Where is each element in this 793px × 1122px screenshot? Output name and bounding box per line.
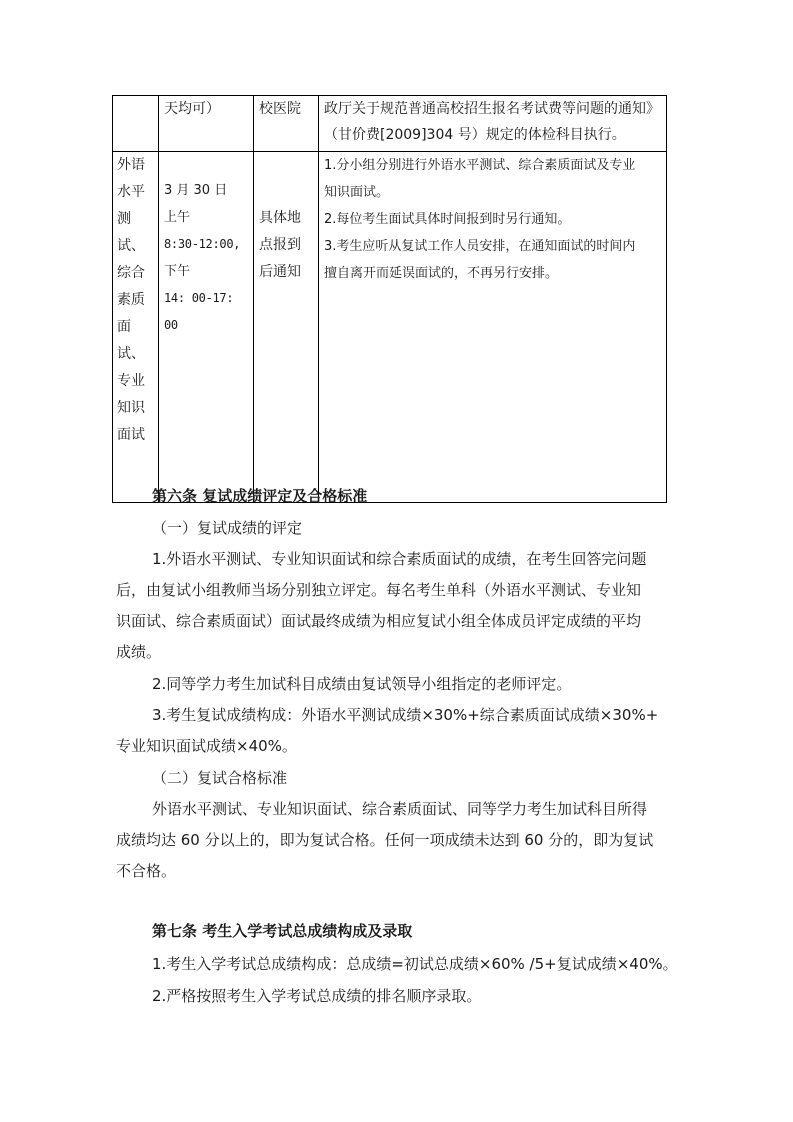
item-text: 面试 [117,427,145,443]
item-text: 素质 [117,292,145,308]
item-text: 测 [117,211,131,227]
notes-line: 政厅关于规范普通高校招生报名考试费等问题的通知》 [324,101,660,117]
paragraph-line: 1.外语水平测试、专业知识面试和综合素质面试的成绩，在考生回答完问题 [152,550,647,568]
notes-line: 擅自离开而延误面试的，不再另行安排。 [324,266,559,281]
table-cell-notes [319,152,667,503]
table-row [113,152,667,503]
item-text: 综合 [117,265,145,281]
table-cell-time [159,96,254,152]
item-text: 试、 [117,346,145,362]
time-text: 下午 [164,264,191,279]
paragraph-line: 外语水平测试、专业知识面试、综合素质面试、同等学力考生加试科目所得 [152,800,648,818]
paragraph-line: 识面试、综合素质面试）面试最终成绩为相应复试小组全体成员评定成绩的平均 [116,612,642,630]
subsection-heading: （一）复试成绩的评定 [152,519,303,537]
time-text: 3 月 30 日 [164,183,228,198]
location-text: 后通知 [259,264,301,280]
table-cell-time [159,152,254,503]
item-text: 水平 [117,184,145,200]
paragraph-line: 专业知识面试成绩×40%。 [116,737,297,755]
paragraph-line: 成绩均达 60 分以上的，即为复试合格。任何一项成绩未达到 60 分的，即为复试 [116,831,654,849]
item-text: 专业 [117,373,145,389]
time-text: 天均可） [164,101,220,117]
paragraph-line: 2.同等学力考生加试科目成绩由复试领导小组指定的老师评定。 [152,675,572,693]
location-text: 具体地 [259,210,301,226]
location-text: 点报到 [259,237,301,253]
time-text: 8:30-12:00, [164,237,241,251]
time-text: 14: 00-17: [164,291,234,305]
subsection-heading: （二）复试合格标准 [152,769,288,787]
item-text: 外语 [117,157,145,173]
item-text: 知识 [117,400,145,416]
table-cell-notes [319,96,667,152]
table-cell-location [254,96,319,152]
table-cell-location [254,152,319,503]
paragraph-line: 1.考生入学考试总成绩构成：总成绩=初试总成绩×60% /5+复试成绩×40%。 [152,955,678,973]
notes-line: 2.每位考生面试具体时间报到时另行通知。 [324,212,571,227]
notes-line: 知识面试。 [324,185,390,200]
time-text: 上午 [164,210,191,225]
table-cell-item [113,152,159,503]
section-heading: 第六条 复试成绩评定及合格标准 [152,487,368,505]
notes-line: 1.分小组分别进行外语水平测试、综合素质面试及专业 [324,158,636,173]
notes-line: （甘价费[2009]304 号）规定的体检科目执行。 [324,127,626,143]
time-text: 00 [164,318,178,332]
location-text: 校医院 [259,101,301,117]
section-heading: 第七条 考生入学考试总成绩构成及录取 [152,922,413,940]
paragraph-line: 成绩。 [116,643,162,661]
notes-line: 3.考生应听从复试工作人员安排，在通知面试的时间内 [324,239,636,254]
paragraph-line: 2.严格按照考生入学考试总成绩的排名顺序录取。 [152,987,482,1005]
table-row [113,96,667,152]
item-text: 试、 [117,238,145,254]
paragraph-line: 3.考生复试成绩构成：外语水平测试成绩×30%+综合素质面试成绩×30%+ [152,706,659,724]
table-cell-item [113,96,159,152]
item-text: 面 [117,319,131,335]
schedule-table [112,95,667,503]
paragraph-line: 不合格。 [116,862,177,880]
paragraph-line: 后，由复试小组教师当场分别独立评定。每名考生单科（外语水平测试、专业知 [116,581,642,599]
